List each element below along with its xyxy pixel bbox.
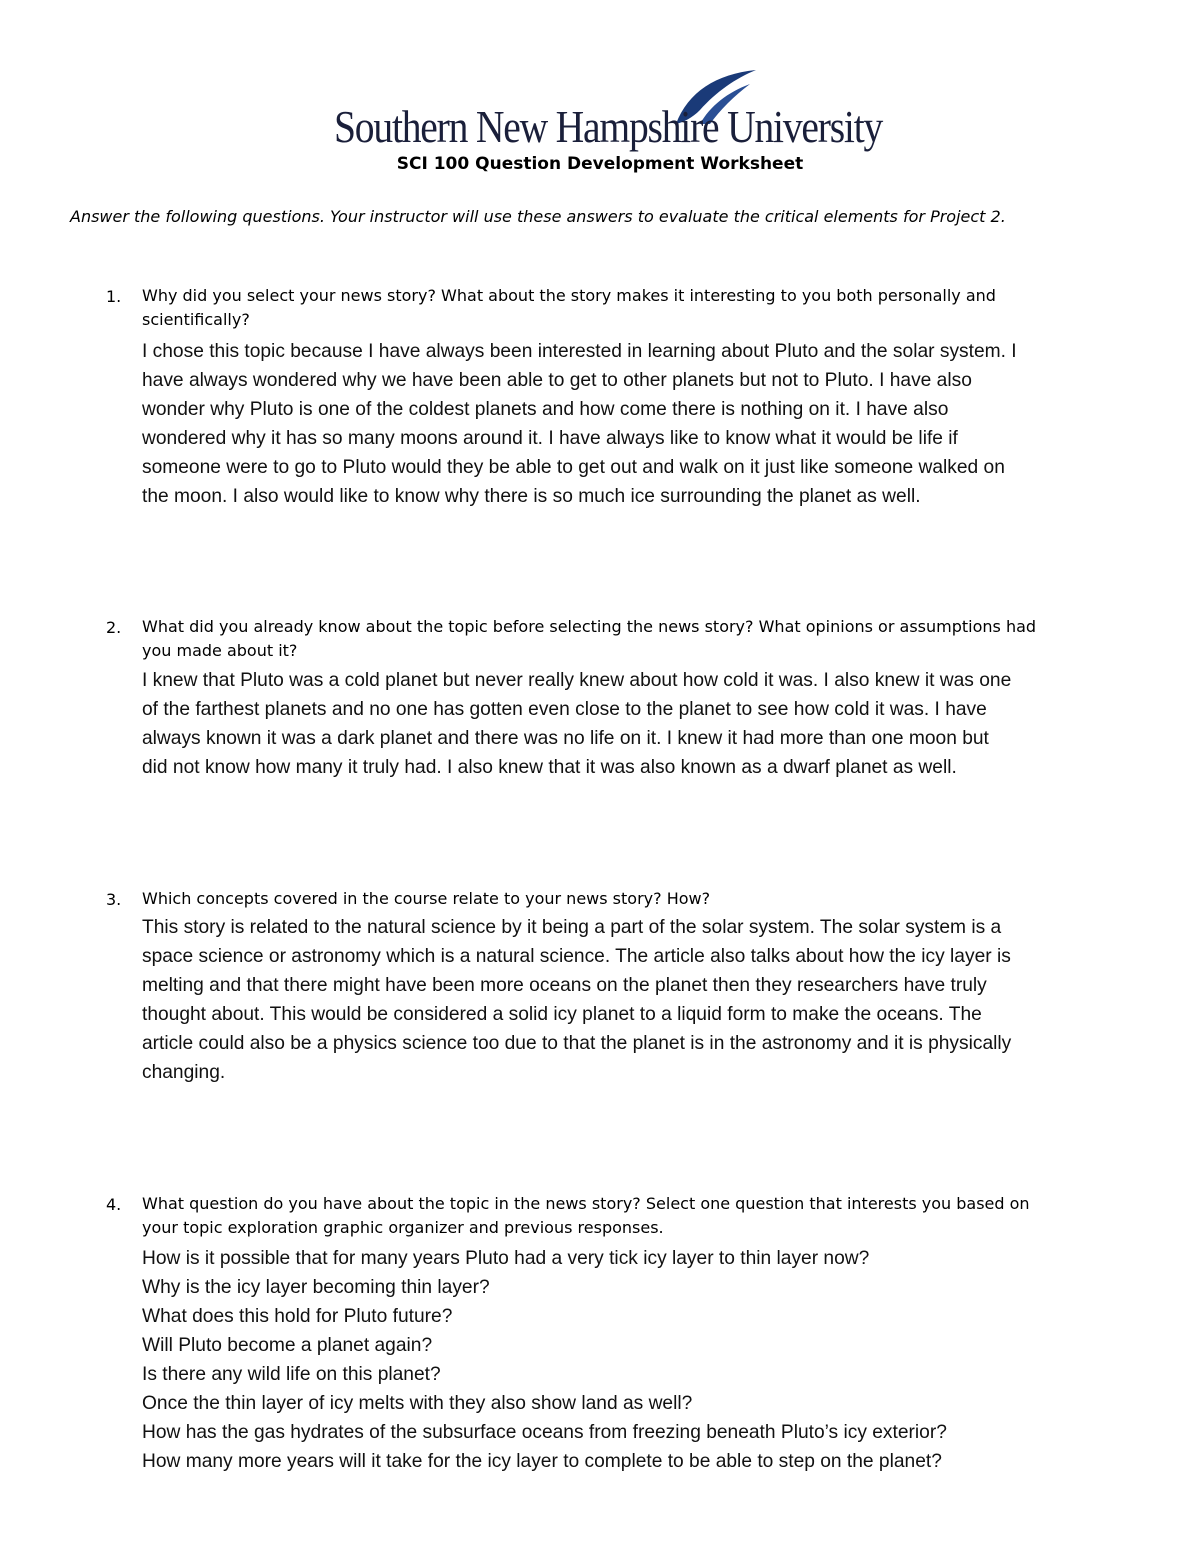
answer-line: Why is the icy layer becoming thin layer? bbox=[142, 1277, 490, 1298]
answer-line: have always wondered why we have been able to get to other planets but not to Pluto. I have also bbox=[142, 370, 972, 391]
answer-line: always known it was a dark planet and there was no life on it. I knew it had more than one moon but bbox=[142, 728, 989, 749]
question-line: Which concepts covered in the course relate to your news story? How? bbox=[142, 889, 711, 908]
question-line: What did you already know about the topic before selecting the news story? What opinions or assumptions had bbox=[142, 617, 1037, 636]
answer-line: I knew that Pluto was a cold planet but never really knew about how cold it was. I also knew it was one bbox=[142, 670, 1012, 691]
answer-line: How is it possible that for many years Pluto had a very tick icy layer to thin layer now? bbox=[142, 1248, 870, 1269]
question-line: your topic exploration graphic organizer and previous responses. bbox=[142, 1218, 664, 1237]
question-text bbox=[142, 284, 1132, 332]
answer-line: melting and that there might have been more oceans on the planet then they researchers have truly bbox=[142, 975, 987, 996]
logo-wordmark: Southern New Hampshire University bbox=[334, 101, 883, 152]
answer-line: I chose this topic because I have always been interested in learning about Pluto and the solar system. I bbox=[142, 341, 1017, 362]
answer-text bbox=[142, 337, 1142, 511]
answer-line: changing. bbox=[142, 1062, 226, 1083]
answer-line: Is there any wild life on this planet? bbox=[142, 1364, 441, 1385]
answer-line: did not know how many it truly had. I also knew that it was also known as a dwarf planet as well. bbox=[142, 757, 957, 778]
answer-line: How many more years will it take for the icy layer to complete to be able to step on the planet? bbox=[142, 1451, 942, 1472]
answer-line: of the farthest planets and no one has gotten even close to the planet to see how cold it was. I have bbox=[142, 699, 987, 720]
answer-text bbox=[142, 666, 1142, 782]
question-number: 3. bbox=[106, 890, 122, 909]
answer-text bbox=[142, 913, 1142, 1087]
instructions: Answer the following questions. Your instructor will use these answers to evaluate the critical elements for Project 2. bbox=[70, 207, 1006, 226]
question-line: you made about it? bbox=[142, 641, 298, 660]
answer-line: What does this hold for Pluto future? bbox=[142, 1306, 453, 1327]
question-text bbox=[142, 615, 1132, 663]
answer-line: thought about. This would be considered a solid icy planet to a liquid form to make the oceans. The bbox=[142, 1004, 982, 1025]
answer-line: wondered why it has so many moons around it. I have always like to know what it would be life if bbox=[142, 428, 958, 449]
university-logo bbox=[334, 66, 883, 156]
question-number: 2. bbox=[106, 618, 122, 637]
question-line: Why did you select your news story? What about the story makes it interesting to you both personally and bbox=[142, 286, 996, 305]
answer-line: Once the thin layer of icy melts with they also show land as well? bbox=[142, 1393, 693, 1414]
question-text bbox=[142, 1192, 1132, 1240]
question-line: scientifically? bbox=[142, 310, 250, 329]
answer-line: article could also be a physics science too due to that the planet is in the astronomy and it is physically bbox=[142, 1033, 1012, 1054]
answer-line: How has the gas hydrates of the subsurface oceans from freezing beneath Pluto’s icy exterior? bbox=[142, 1422, 947, 1443]
answer-line: the moon. I also would like to know why there is so much ice surrounding the planet as well. bbox=[142, 486, 921, 507]
question-text bbox=[142, 887, 1132, 911]
answer-text bbox=[142, 1244, 1142, 1476]
answer-line: wonder why Pluto is one of the coldest planets and how come there is nothing on it. I have also bbox=[142, 399, 949, 420]
answer-line: Will Pluto become a planet again? bbox=[142, 1335, 433, 1356]
answer-line: someone were to go to Pluto would they be able to get out and walk on it just like someone walked on bbox=[142, 457, 1005, 478]
question-number: 4. bbox=[106, 1195, 122, 1214]
question-number: 1. bbox=[106, 287, 122, 306]
worksheet-title: SCI 100 Question Development Worksheet bbox=[396, 154, 804, 174]
answer-line: This story is related to the natural science by it being a part of the solar system. The solar system is a bbox=[142, 917, 1002, 938]
question-line: What question do you have about the topic in the news story? Select one question that interests you based on bbox=[142, 1194, 1030, 1213]
answer-line: space science or astronomy which is a natural science. The article also talks about how the icy layer is bbox=[142, 946, 1011, 967]
